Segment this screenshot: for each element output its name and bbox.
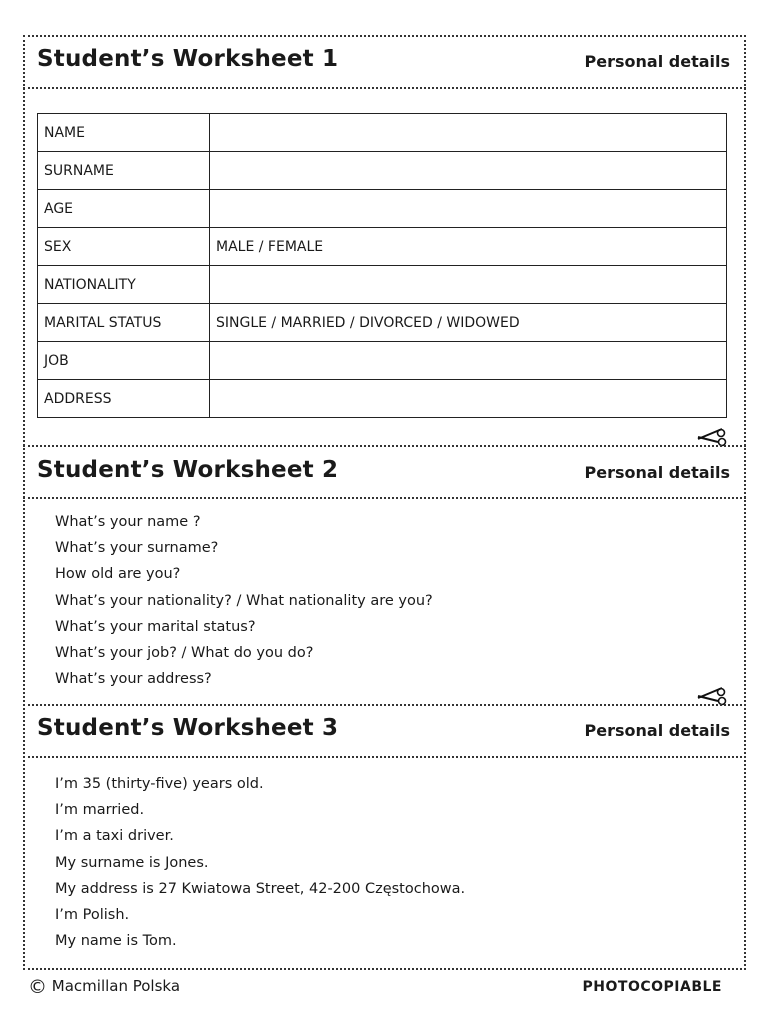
- row-value[interactable]: [210, 380, 727, 418]
- sentences-list: [55, 771, 465, 954]
- row-value[interactable]: [210, 152, 727, 190]
- cut-line-1: [23, 445, 746, 447]
- worksheet-3-subtitle: Personal details: [584, 721, 730, 740]
- table-row: [38, 228, 727, 266]
- list-item: I’m married.: [55, 802, 145, 819]
- worksheet-3-header-divider: [23, 756, 746, 758]
- worksheet-3-title: Student’s Worksheet 3: [37, 715, 339, 741]
- row-value[interactable]: [210, 342, 727, 380]
- frame-right-border: [744, 35, 746, 970]
- worksheet-1-title: Student’s Worksheet 1: [37, 46, 339, 72]
- list-item: How old are you?: [55, 566, 181, 583]
- table-row: [38, 152, 727, 190]
- questions-list: [55, 509, 433, 692]
- list-item: I’m Polish.: [55, 906, 130, 923]
- table-row: [38, 304, 727, 342]
- list-item: What’s your marital status?: [55, 618, 256, 635]
- row-label: SURNAME: [38, 152, 210, 190]
- row-label: SEX: [38, 228, 210, 266]
- frame-bottom-border: [23, 968, 746, 970]
- worksheet-1-subtitle: Personal details: [584, 52, 730, 71]
- list-item: My address is 27 Kwiatowa Street, 42-200 Częstochowa.: [55, 880, 466, 897]
- scissors-icon: [696, 684, 728, 706]
- list-item: What’s your nationality? / What nationality are you?: [55, 592, 433, 609]
- row-label: JOB: [38, 342, 210, 380]
- table-row: [38, 114, 727, 152]
- table-row: [38, 342, 727, 380]
- list-item: What’s your surname?: [55, 540, 219, 557]
- scissors-icon: [696, 425, 728, 447]
- row-label: ADDRESS: [38, 380, 210, 418]
- cut-line-2: [23, 704, 746, 706]
- row-label: NATIONALITY: [38, 266, 210, 304]
- personal-details-table: [37, 113, 727, 418]
- table-row: [38, 380, 727, 418]
- worksheet-2-subtitle: Personal details: [584, 463, 730, 482]
- row-value[interactable]: MALE / FEMALE: [210, 228, 727, 266]
- row-label: AGE: [38, 190, 210, 228]
- row-value[interactable]: SINGLE / MARRIED / DIVORCED / WIDOWED: [210, 304, 727, 342]
- worksheet-2-header-divider: [23, 497, 746, 499]
- table-row: [38, 266, 727, 304]
- photocopiable-label: PHOTOCOPIABLE: [582, 979, 722, 995]
- table-row: [38, 190, 727, 228]
- row-label: MARITAL STATUS: [38, 304, 210, 342]
- copyright-icon: ©: [28, 976, 47, 998]
- list-item: What’s your job? / What do you do?: [55, 644, 314, 661]
- row-value[interactable]: [210, 266, 727, 304]
- list-item: My surname is Jones.: [55, 854, 209, 871]
- publisher-name: Macmillan Polska: [51, 977, 181, 995]
- worksheet-1-header-divider: [23, 87, 746, 89]
- list-item: What’s your address?: [55, 671, 212, 688]
- row-value[interactable]: [210, 190, 727, 228]
- list-item: My name is Tom.: [55, 933, 177, 950]
- frame-top-border: [23, 35, 746, 37]
- copyright-notice: [28, 976, 180, 998]
- row-label: NAME: [38, 114, 210, 152]
- row-value[interactable]: [210, 114, 727, 152]
- list-item: I’m 35 (thirty-five) years old.: [55, 776, 264, 792]
- worksheet-2-title: Student’s Worksheet 2: [37, 457, 339, 483]
- list-item: What’s your name ?: [55, 514, 201, 530]
- frame-left-border: [23, 35, 25, 970]
- list-item: I’m a taxi driver.: [55, 828, 174, 845]
